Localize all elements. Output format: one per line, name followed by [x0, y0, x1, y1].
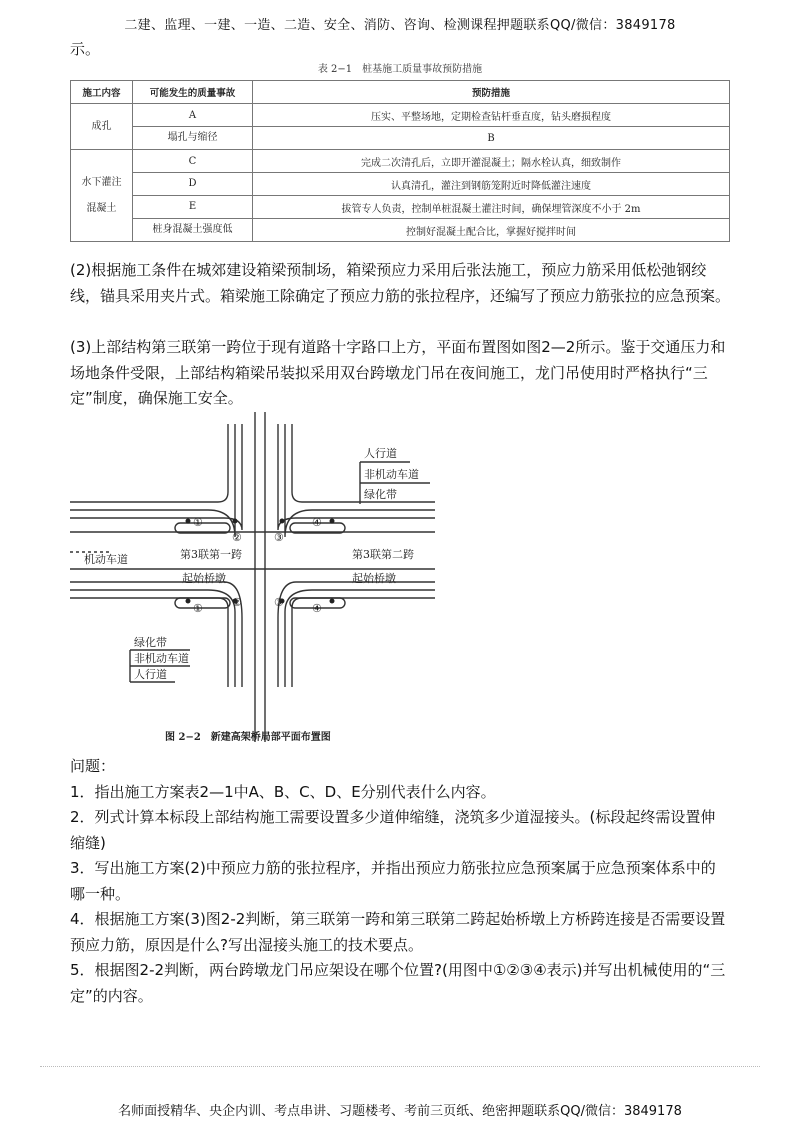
label-greenbelt-top: 绿化带 [364, 488, 397, 501]
label-motor-lane: 机动车道 [84, 553, 128, 566]
col-header-accident: 可能发生的质量事故 [133, 81, 253, 104]
accident-cell: C [133, 150, 253, 173]
bridge-plan-figure [70, 412, 450, 752]
label-nonmotor-bottom: 非机动车道 [134, 652, 189, 665]
bridge-plan-drawing [70, 412, 450, 752]
question-item: 5．根据图2-2判断，两台跨墩龙门吊应架设在哪个位置?(用图中①②③④表示)并写出机械使用的“三定”的内容。 [70, 961, 726, 1005]
question-item: 4．根据施工方案(3)图2-2判断，第三联第一跨和第三联第二跨起始桥墩上方桥跨连接是否需要设置预应力筋，原因是什么?写出湿接头施工的技术要点。 [70, 910, 726, 954]
label-sidewalk-bottom: 人行道 [134, 668, 167, 681]
label-greenbelt-bottom: 绿化带 [134, 636, 167, 649]
measure-cell: 完成二次清孔后，立即开灌混凝土；隔水栓认真，细致制作 [253, 150, 730, 173]
marker-4-top: ④ [312, 516, 322, 529]
measure-cell: 拔管专人负责，控制单桩混凝土灌注时间，确保埋管深度不小于 2m [253, 196, 730, 219]
marker-1-top: ① [193, 516, 203, 529]
figure-caption: 图 2−2 新建高架桥局部平面布置图 [165, 732, 331, 743]
question-item: 2．列式计算本标段上部结构施工需要设置多少道伸缩缝，浇筑多少道湿接头。(标段起终需设置伸缩缝) [70, 808, 716, 852]
table-row [71, 104, 730, 127]
questions-title: 问题： [70, 757, 116, 775]
col-header-measure: 预防措施 [253, 81, 730, 104]
footer-divider [40, 1066, 760, 1067]
measure-cell: B [253, 127, 730, 150]
label-span2-line2: 起始桥墩 [352, 572, 396, 585]
marker-1-bottom: ① [193, 602, 203, 615]
label-span2-line1: 第3联第二跨 [352, 548, 414, 561]
measure-cell: 认真清孔，灌注到钢筋笼附近时降低灌注速度 [253, 173, 730, 196]
page-footer: 名师面授精华、央企内训、考点串讲、习题楼考、考前三页纸、绝密押题联系QQ/微信：3849178 [118, 1104, 682, 1119]
question-item: 3．写出施工方案(2)中预应力筋的张拉程序，并指出预应力筋张拉应急预案属于应急预案体系中的哪一种。 [70, 859, 716, 903]
label-span1-line2: 起始桥墩 [182, 572, 226, 585]
table-row [71, 196, 730, 219]
label-sidewalk-top: 人行道 [364, 447, 397, 460]
work-cell: 水下灌注 混凝土 [71, 150, 133, 242]
marker-3-top: ③ [274, 531, 284, 544]
measure-cell: 压实、平整场地，定期检查钻杆垂直度，钻头磨损程度 [253, 104, 730, 127]
accident-cell: A [133, 104, 253, 127]
marker-3-bottom: ③ [274, 596, 284, 609]
label-span1-line1: 第3联第一跨 [180, 548, 242, 561]
table-row [71, 150, 730, 173]
table-row [71, 127, 730, 150]
page-header: 二建、监理、一建、一造、二造、安全、消防、咨询、检测课程押题联系QQ/微信：3849178 [124, 18, 676, 33]
questions-section [70, 754, 730, 1009]
accident-cell: D [133, 173, 253, 196]
marker-2-top: ② [232, 531, 242, 544]
table-row [71, 219, 730, 242]
marker-2-bottom: ② [232, 596, 242, 609]
accident-cell: E [133, 196, 253, 219]
table-row [71, 173, 730, 196]
marker-4-bottom: ④ [312, 602, 322, 615]
table-caption: 表 2−1 桩基施工质量事故预防措施 [317, 64, 483, 75]
paragraph-2: (2)根据施工条件在城郊建设箱梁预制场，箱梁预应力采用后张法施工，预应力筋采用低松弛钢绞线，锚具采用夹片式。箱梁施工除确定了预应力筋的张拉程序，还编写了预应力筋张拉的应急预案。 [70, 261, 731, 305]
accident-cell: 桩身混凝土强度低 [133, 219, 253, 242]
prevention-measures-table [70, 80, 730, 242]
measure-cell: 控制好混凝土配合比，掌握好搅拌时间 [253, 219, 730, 242]
question-item: 1．指出施工方案表2—1中A、B、C、D、E分别代表什么内容。 [70, 782, 496, 801]
accident-cell: 塌孔与缩径 [133, 127, 253, 150]
label-nonmotor-top: 非机动车道 [364, 468, 419, 481]
table-header-row [71, 81, 730, 104]
paragraph-3: (3)上部结构第三联第一跨位于现有道路十字路口上方，平面布置图如图2—2所示。鉴于交通压力和场地条件受限，上部结构箱梁吊装拟采用双台跨墩龙门吊在夜间施工，龙门吊使用时严格执行“三定”制度，确保施工安全。 [70, 338, 726, 407]
work-cell: 成孔 [71, 104, 133, 150]
intro-fragment: 示。 [70, 40, 101, 58]
col-header-work: 施工内容 [71, 81, 133, 104]
